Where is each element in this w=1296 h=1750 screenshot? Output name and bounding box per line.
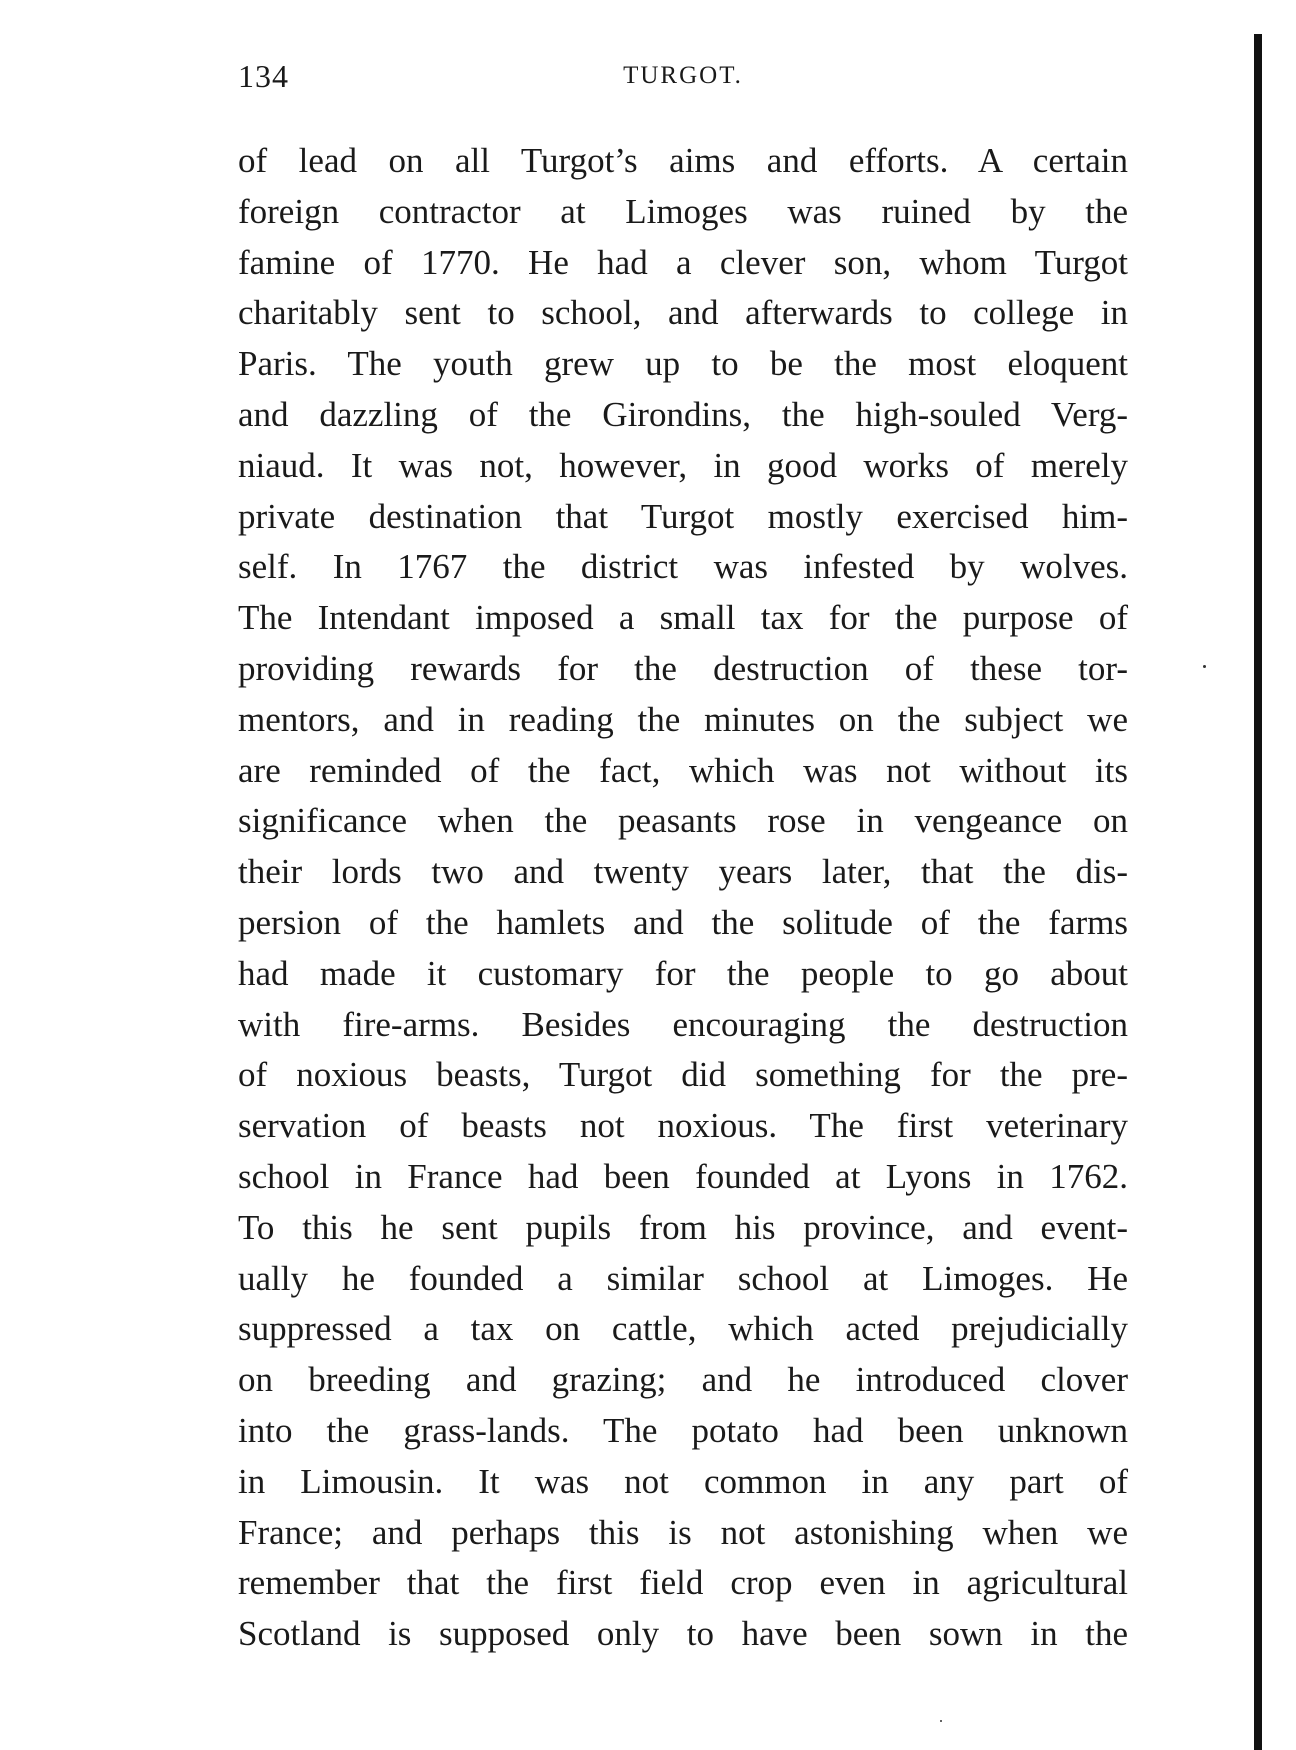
text-line: The Intendant imposed a small tax for the purpose of (238, 598, 1128, 638)
scan-speck (940, 1720, 942, 1722)
text-line: France; and perhaps this is not astonishing when we (238, 1512, 1128, 1552)
text-line: self. In 1767 the district was infested by wolves. (238, 547, 1128, 587)
text-line: Paris. The youth grew up to be the most eloquent (238, 344, 1128, 384)
text-line: Scotland is supposed only to have been sown in the (238, 1614, 1128, 1654)
text-line: charitably sent to school, and afterwards to college in (238, 293, 1128, 333)
page-header (238, 58, 1128, 98)
text-line: ually he founded a similar school at Limoges. He (238, 1258, 1128, 1298)
text-line: private destination that Turgot mostly exercised him- (238, 496, 1128, 536)
text-line: suppressed a tax on cattle, which acted prejudicially (238, 1309, 1128, 1349)
text-line: into the grass-lands. The potato had been unknown (238, 1410, 1128, 1450)
text-line: on breeding and grazing; and he introduced clover (238, 1360, 1128, 1400)
page-edge-rule (1254, 34, 1262, 1750)
text-line: To this he sent pupils from his province, and event- (238, 1207, 1128, 1247)
text-line: providing rewards for the destruction of these tor- (238, 648, 1128, 688)
text-line: of lead on all Turgot’s aims and efforts. A certain (238, 141, 1128, 180)
text-line: school in France had been founded at Lyons in 1762. (238, 1156, 1128, 1196)
text-line: in Limousin. It was not common in any part of (238, 1461, 1128, 1501)
page-number: 134 (238, 58, 289, 94)
body-text (238, 136, 1128, 1660)
text-line: with fire-arms. Besides encouraging the destruction (238, 1004, 1128, 1044)
running-head: TURGOT. (623, 62, 743, 89)
text-line: niaud. It was not, however, in good works of merely (238, 445, 1128, 485)
text-line: foreign contractor at Limoges was ruined by the (238, 191, 1128, 231)
text-line: of noxious beasts, Turgot did something for the pre- (238, 1055, 1128, 1095)
text-line: persion of the hamlets and the solitude of the farms (238, 902, 1128, 942)
text-line: servation of beasts not noxious. The first veterinary (238, 1106, 1128, 1146)
text-line: their lords two and twenty years later, that the dis- (238, 852, 1128, 892)
text-line: mentors, and in reading the minutes on the subject we (238, 699, 1128, 739)
text-line: had made it customary for the people to go about (238, 953, 1128, 993)
text-line: significance when the peasants rose in vengeance on (238, 801, 1128, 841)
text-line: remember that the first field crop even in agricultural (238, 1563, 1128, 1603)
scan-speck (1203, 665, 1206, 668)
text-line: famine of 1770. He had a clever son, whom Turgot (238, 242, 1128, 282)
text-line: and dazzling of the Girondins, the high-souled Verg- (238, 394, 1128, 434)
text-line: are reminded of the fact, which was not without its (238, 750, 1128, 790)
